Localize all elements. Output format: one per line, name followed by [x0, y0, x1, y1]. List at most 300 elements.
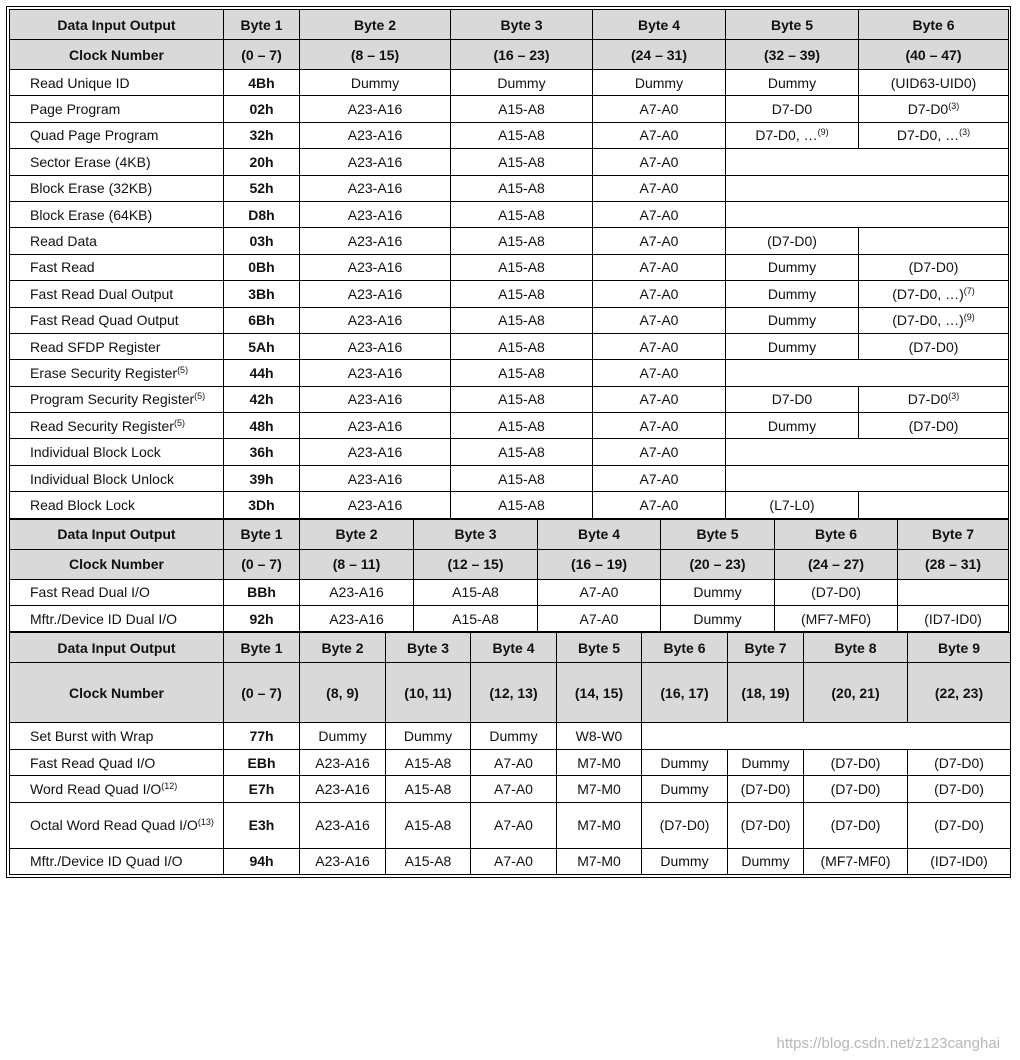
cell-text: M7-M0	[577, 853, 621, 870]
table-cell	[451, 413, 593, 439]
cell-text: 42h	[249, 391, 274, 408]
instruction-set-tables	[6, 6, 1011, 878]
header-cell: Data Input Output	[10, 10, 224, 40]
table-row	[10, 360, 1009, 386]
cell-text: A23-A16	[347, 233, 403, 250]
cell-text: Read SFDP Register	[30, 338, 161, 355]
table-cell	[414, 579, 538, 605]
table-cell	[593, 228, 726, 254]
cell-text: M7-M0	[577, 817, 621, 834]
instruction-name	[10, 254, 224, 280]
header-cell: (0 – 7)	[224, 663, 300, 723]
cell-text: Block Erase (64KB)	[30, 206, 153, 223]
cell-text: Dummy	[767, 312, 817, 329]
header-cell: (20, 21)	[804, 663, 908, 723]
cell-text: W8-W0	[575, 728, 623, 745]
cell-text: Read Data	[30, 233, 97, 250]
instruction-name	[10, 802, 224, 848]
cell-text: 77h	[249, 728, 274, 745]
header-cell: Data Input Output	[10, 519, 224, 549]
cell-text: A15-A8	[498, 391, 545, 408]
instruction-name	[10, 201, 224, 227]
cell-text: (D7-D0)	[934, 754, 984, 771]
table-cell	[726, 122, 859, 148]
table-cell	[300, 201, 451, 227]
table-cell	[451, 149, 593, 175]
header-cell: Byte 5	[557, 633, 642, 663]
instruction-name	[10, 848, 224, 874]
header-cell: Byte 2	[300, 633, 386, 663]
cell-text: A7-A0	[639, 206, 679, 223]
cell-text: A15-A8	[498, 496, 545, 513]
table-row	[10, 413, 1009, 439]
header-cell: (16, 17)	[642, 663, 728, 723]
cell-text: A7-A0	[639, 312, 679, 329]
table-cell	[557, 848, 642, 874]
table-cell	[451, 175, 593, 201]
table-cell	[557, 723, 642, 749]
table-cell	[726, 307, 859, 333]
table2-header-row	[10, 519, 1009, 549]
cell-text: (D7-D0)	[767, 233, 817, 250]
cell-text: A15-A8	[404, 853, 452, 870]
table-cell	[300, 70, 451, 96]
cell-text: Erase Security Register	[30, 364, 178, 381]
table-cell	[661, 606, 775, 632]
table-cell	[471, 776, 557, 802]
cell-text: M7-M0	[577, 754, 621, 771]
cell-text: (ID7-ID0)	[924, 610, 982, 627]
empty-cell	[726, 201, 1009, 227]
table-cell	[300, 723, 386, 749]
cell-text: Set Burst with Wrap	[30, 728, 154, 745]
instruction-name	[10, 776, 224, 802]
table-cell	[300, 333, 451, 359]
table-row	[10, 333, 1009, 359]
opcode-cell	[224, 413, 300, 439]
empty-cell	[726, 439, 1009, 465]
cell-text: Dummy	[693, 584, 742, 601]
cell-text: A23-A16	[347, 417, 403, 434]
table-cell	[451, 254, 593, 280]
table-cell	[726, 333, 859, 359]
table-cell	[593, 386, 726, 412]
cell-text: 92h	[249, 610, 274, 627]
cell-text: A15-A8	[498, 206, 545, 223]
table-cell	[642, 749, 728, 775]
table-cell	[593, 96, 726, 122]
cell-text: A23-A16	[315, 754, 370, 771]
header-cell: Byte 2	[300, 519, 414, 549]
cell-text: (D7-D0)	[908, 338, 959, 355]
header-cell: (0 – 7)	[224, 549, 300, 579]
cell-text: A15-A8	[498, 312, 545, 329]
empty-cell	[726, 360, 1009, 386]
table-cell	[300, 749, 386, 775]
cell-text: 5Ah	[248, 338, 275, 355]
table-cell	[728, 749, 804, 775]
opcode-cell	[224, 228, 300, 254]
empty-cell	[726, 465, 1009, 491]
footnote-ref: (12)	[161, 780, 178, 791]
table-cell	[300, 254, 451, 280]
table-cell	[386, 723, 471, 749]
table-cell	[726, 413, 859, 439]
opcode-cell	[224, 579, 300, 605]
table-cell	[642, 848, 728, 874]
table-cell	[726, 492, 859, 518]
table-cell	[300, 307, 451, 333]
cell-text: Dummy	[693, 610, 742, 627]
opcode-cell	[224, 802, 300, 848]
instruction-table-3	[9, 632, 1011, 875]
cell-text: A23-A16	[347, 153, 403, 170]
table-cell	[300, 776, 386, 802]
cell-text: Dummy	[660, 853, 709, 870]
cell-text: A23-A16	[347, 312, 403, 329]
header-cell: Clock Number	[10, 549, 224, 579]
header-cell: Byte 7	[898, 519, 1009, 549]
cell-text: 48h	[249, 417, 274, 434]
table-cell	[386, 776, 471, 802]
table-cell	[593, 360, 726, 386]
cell-text: (D7-D0)	[740, 817, 791, 834]
table-cell	[538, 579, 661, 605]
cell-text: Fast Read Quad I/O	[30, 754, 156, 771]
cell-text: A7-A0	[494, 853, 533, 870]
cell-text: A7-A0	[639, 127, 679, 144]
table-cell	[593, 175, 726, 201]
table-cell	[300, 360, 451, 386]
cell-text: A15-A8	[498, 127, 545, 144]
cell-text: A15-A8	[498, 259, 545, 276]
header-cell: (20 – 23)	[661, 549, 775, 579]
table-cell	[593, 122, 726, 148]
cell-text: A23-A16	[315, 817, 370, 834]
table-cell	[300, 413, 451, 439]
table-cell	[859, 122, 1009, 148]
table-row	[10, 802, 1011, 848]
opcode-cell	[224, 122, 300, 148]
table-cell	[908, 776, 1011, 802]
cell-text: BBh	[247, 584, 276, 601]
cell-text: Fast Read	[30, 259, 95, 276]
table-cell	[804, 848, 908, 874]
cell-text: M7-M0	[577, 780, 621, 797]
cell-text: A7-A0	[639, 470, 679, 487]
table-cell	[908, 749, 1011, 775]
cell-text: (D7-D0)	[908, 259, 959, 276]
cell-text: Read Block Lock	[30, 496, 136, 513]
table-cell	[804, 802, 908, 848]
table-cell	[557, 802, 642, 848]
table-cell	[859, 413, 1009, 439]
header-cell: Byte 5	[726, 10, 859, 40]
header-cell: (0 – 7)	[224, 40, 300, 70]
cell-text: D7-D0	[907, 391, 949, 408]
instruction-name	[10, 413, 224, 439]
table-cell	[908, 802, 1011, 848]
cell-text: D7-D0, …	[896, 127, 960, 144]
table-cell	[726, 70, 859, 96]
cell-text: A7-A0	[639, 233, 679, 250]
cell-text: A23-A16	[329, 610, 384, 627]
table-cell	[300, 579, 414, 605]
cell-text: A23-A16	[347, 391, 403, 408]
cell-text: Dummy	[741, 853, 790, 870]
opcode-cell	[224, 776, 300, 802]
table-cell	[593, 149, 726, 175]
cell-text: 32h	[249, 127, 274, 144]
opcode-cell	[224, 360, 300, 386]
table-cell	[593, 439, 726, 465]
opcode-cell	[224, 848, 300, 874]
table-cell	[386, 749, 471, 775]
table-cell	[451, 228, 593, 254]
instruction-name	[10, 386, 224, 412]
cell-text: Octal Word Read Quad I/O	[30, 817, 198, 834]
cell-text: Fast Read Dual Output	[30, 285, 174, 302]
table-cell	[859, 96, 1009, 122]
cell-text: (D7-D0)	[830, 780, 881, 797]
instruction-name	[10, 333, 224, 359]
footnote-ref: (3)	[948, 101, 960, 112]
table-cell	[859, 386, 1009, 412]
header-cell: Byte 5	[661, 519, 775, 549]
header-cell: (12 – 15)	[414, 549, 538, 579]
header-cell: Byte 3	[414, 519, 538, 549]
table-cell	[451, 96, 593, 122]
table-row	[10, 228, 1009, 254]
cell-text: A7-A0	[579, 584, 619, 601]
table-cell	[451, 122, 593, 148]
header-cell: Byte 6	[642, 633, 728, 663]
empty-cell	[726, 149, 1009, 175]
header-cell: Byte 4	[471, 633, 557, 663]
opcode-cell	[224, 307, 300, 333]
table-cell	[300, 149, 451, 175]
table-cell	[593, 307, 726, 333]
header-cell: Byte 3	[386, 633, 471, 663]
cell-text: A7-A0	[494, 780, 533, 797]
cell-text: Individual Block Unlock	[30, 470, 174, 487]
cell-text: A15-A8	[452, 584, 499, 601]
cell-text: Dummy	[767, 259, 817, 276]
header-cell: Data Input Output	[10, 633, 224, 663]
footnote-ref: (13)	[197, 817, 214, 828]
cell-text: A23-A16	[315, 853, 370, 870]
table-cell	[300, 848, 386, 874]
cell-text: (MF7-MF0)	[801, 610, 871, 627]
table-cell	[859, 281, 1009, 307]
cell-text: Dummy	[318, 728, 367, 745]
opcode-cell	[224, 281, 300, 307]
table-cell	[451, 281, 593, 307]
table-cell	[300, 228, 451, 254]
cell-text: (D7-D0, …)	[892, 312, 964, 329]
cell-text: A7-A0	[639, 496, 679, 513]
cell-text: A7-A0	[639, 338, 679, 355]
table-cell	[386, 848, 471, 874]
table-cell	[642, 776, 728, 802]
instruction-name	[10, 723, 224, 749]
cell-text: 20h	[249, 153, 274, 170]
opcode-cell	[224, 149, 300, 175]
table-cell	[300, 465, 451, 491]
cell-text: A15-A8	[498, 285, 545, 302]
cell-text: E7h	[248, 780, 275, 797]
table-cell	[908, 848, 1011, 874]
cell-text: A7-A0	[639, 101, 679, 118]
instruction-name	[10, 96, 224, 122]
opcode-cell	[224, 606, 300, 632]
empty-cell	[726, 175, 1009, 201]
cell-text: D7-D0	[771, 391, 813, 408]
cell-text: (D7-D0)	[830, 754, 881, 771]
cell-text: Dummy	[660, 780, 709, 797]
cell-text: A23-A16	[347, 127, 403, 144]
cell-text: A23-A16	[347, 338, 403, 355]
table-cell	[726, 254, 859, 280]
cell-text: A7-A0	[494, 754, 533, 771]
instruction-name	[10, 749, 224, 775]
table-cell	[386, 802, 471, 848]
opcode-cell	[224, 492, 300, 518]
table-cell	[300, 281, 451, 307]
table-cell	[859, 333, 1009, 359]
cell-text: Dummy	[767, 285, 817, 302]
cell-text: A7-A0	[579, 610, 619, 627]
header-cell: (24 – 31)	[593, 40, 726, 70]
table-cell	[593, 70, 726, 96]
table-row	[10, 175, 1009, 201]
cell-text: 3Bh	[248, 285, 275, 302]
cell-text: A15-A8	[498, 101, 545, 118]
table-cell	[451, 439, 593, 465]
table-cell	[300, 96, 451, 122]
cell-text: (D7-D0, …)	[892, 285, 964, 302]
cell-text: 02h	[249, 101, 274, 118]
instruction-name	[10, 149, 224, 175]
instruction-name	[10, 465, 224, 491]
table-cell	[471, 802, 557, 848]
cell-text: Dummy	[767, 338, 817, 355]
cell-text: D8h	[248, 206, 275, 223]
table-cell	[538, 606, 661, 632]
table-cell	[804, 749, 908, 775]
header-cell: (22, 23)	[908, 663, 1011, 723]
table-cell	[726, 96, 859, 122]
footnote-ref: (7)	[963, 285, 975, 296]
header-cell: Clock Number	[10, 663, 224, 723]
cell-text: A23-A16	[347, 470, 403, 487]
cell-text: Dummy	[767, 417, 817, 434]
table-cell	[775, 606, 898, 632]
header-cell: (28 – 31)	[898, 549, 1009, 579]
cell-text: Individual Block Lock	[30, 444, 161, 461]
instruction-name	[10, 439, 224, 465]
header-cell: Byte 9	[908, 633, 1011, 663]
cell-text: (D7-D0)	[908, 417, 959, 434]
header-cell: (8 – 11)	[300, 549, 414, 579]
cell-text: Mftr./Device ID Quad I/O	[30, 853, 183, 870]
cell-text: Dummy	[634, 74, 684, 91]
footnote-ref: (5)	[194, 391, 206, 402]
header-cell: Byte 4	[538, 519, 661, 549]
empty-cell	[859, 228, 1009, 254]
table-row	[10, 492, 1009, 518]
cell-text: A15-A8	[404, 780, 452, 797]
cell-text: EBh	[247, 754, 276, 771]
instruction-table-1	[9, 9, 1009, 519]
table-cell	[300, 606, 414, 632]
table-cell	[471, 749, 557, 775]
header-cell: Byte 1	[224, 633, 300, 663]
cell-text: Page Program	[30, 101, 121, 118]
cell-text: A7-A0	[639, 391, 679, 408]
table-cell	[859, 254, 1009, 280]
header-cell: (32 – 39)	[726, 40, 859, 70]
table-cell	[593, 281, 726, 307]
opcode-cell	[224, 201, 300, 227]
table-cell	[642, 802, 728, 848]
cell-text: A15-A8	[404, 754, 452, 771]
cell-text: A15-A8	[404, 817, 452, 834]
cell-text: (D7-D0)	[740, 780, 791, 797]
cell-text: A15-A8	[498, 364, 545, 381]
header-cell: Byte 6	[859, 10, 1009, 40]
table-cell	[414, 606, 538, 632]
cell-text: 44h	[249, 364, 274, 381]
cell-text: A15-A8	[498, 338, 545, 355]
table1-clock-row	[10, 40, 1009, 70]
cell-text: A23-A16	[347, 496, 403, 513]
header-cell: (18, 19)	[728, 663, 804, 723]
table-row	[10, 281, 1009, 307]
cell-text: Dummy	[403, 728, 453, 745]
cell-text: Dummy	[767, 74, 817, 91]
empty-cell	[642, 723, 1011, 749]
footnote-ref: (3)	[959, 127, 971, 138]
header-cell: Byte 7	[728, 633, 804, 663]
cell-text: 36h	[249, 444, 274, 461]
cell-text: (UID63-UID0)	[890, 74, 977, 91]
cell-text: (D7-D0)	[830, 817, 881, 834]
header-cell: Byte 2	[300, 10, 451, 40]
header-cell: Byte 1	[224, 519, 300, 549]
cell-text: 4Bh	[248, 74, 275, 91]
opcode-cell	[224, 175, 300, 201]
instruction-table-2	[9, 519, 1009, 633]
cell-text: A23-A16	[347, 364, 403, 381]
table-row	[10, 776, 1011, 802]
table-cell	[775, 579, 898, 605]
table-cell	[300, 122, 451, 148]
instruction-name	[10, 122, 224, 148]
table-cell	[661, 579, 775, 605]
header-cell: (16 – 23)	[451, 40, 593, 70]
footnote-ref: (9)	[963, 312, 975, 323]
table-row	[10, 386, 1009, 412]
cell-text: (ID7-ID0)	[930, 853, 988, 870]
table-cell	[300, 492, 451, 518]
table-row	[10, 749, 1011, 775]
cell-text: A15-A8	[498, 180, 545, 197]
table-cell	[728, 776, 804, 802]
table-cell	[451, 333, 593, 359]
cell-text: Word Read Quad I/O	[30, 780, 162, 797]
opcode-cell	[224, 465, 300, 491]
